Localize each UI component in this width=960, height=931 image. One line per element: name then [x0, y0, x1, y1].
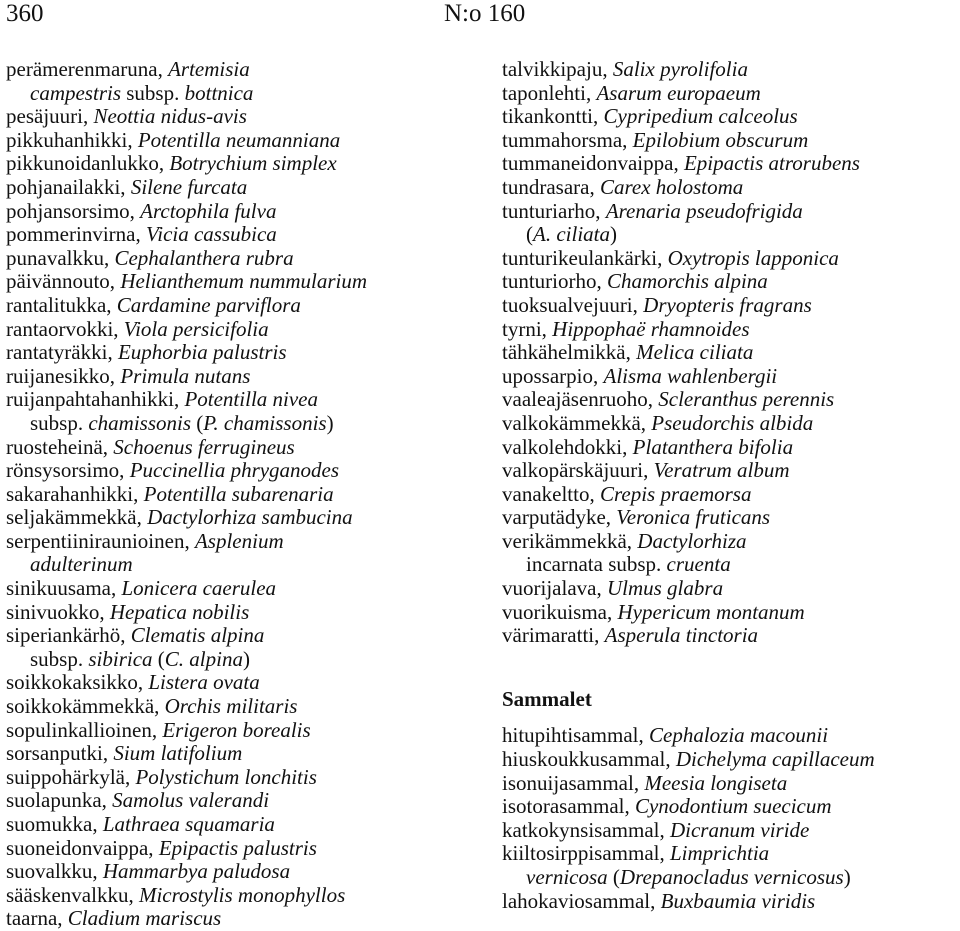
species-entry: talvikkipaju, Salix pyrolifolia: [502, 57, 748, 81]
species-entry: perämerenmaruna, Artemisia: [6, 57, 250, 81]
species-entry: subsp. sibirica (C. alpina): [30, 646, 250, 671]
species-entry: tunturikeulankärki, Oxytropis lapponica: [502, 245, 839, 270]
species-entry: tähkähelmikkä, Melica ciliata: [502, 340, 754, 365]
species-entry: serpentiiniraunioinen, Asplenium: [6, 528, 284, 553]
species-entry: pohjansorsimo, Arctophila fulva: [6, 198, 277, 223]
species-entry: campestris subsp. bottnica: [30, 80, 254, 105]
species-entry: upossarpio, Alisma wahlenbergii: [502, 363, 778, 388]
species-entry: vernicosa (Drepanocladus vernicosus): [526, 865, 851, 889]
species-entry: soikkokaksikko, Listera ovata: [6, 670, 260, 695]
species-entry: sakarahanhikki, Potentilla subarenaria: [6, 481, 334, 506]
section-heading: Sammalet: [502, 686, 592, 711]
species-entry: sopulinkallioinen, Erigeron borealis: [6, 717, 311, 742]
species-entry: siperiankärhö, Clematis alpina: [6, 623, 265, 648]
species-entry: tunturiarho, Arenaria pseudofrigida: [502, 198, 803, 223]
species-entry: rantatyräkki, Euphorbia palustris: [6, 340, 287, 365]
species-entry: suippohärkylä, Polystichum lonchitis: [6, 764, 317, 789]
issue-number: N:o 160: [444, 0, 526, 27]
species-entry: sääskenvalkku, Microstylis monophyllos: [6, 882, 346, 907]
species-entry: päivännouto, Helianthemum nummularium: [6, 269, 368, 294]
species-entry: sorsanputki, Sium latifolium: [6, 741, 243, 766]
species-entry: tummahorsma, Epilobium obscurum: [502, 127, 809, 152]
species-entry: sinivuokko, Hepatica nobilis: [6, 599, 250, 624]
species-entry: sinikuusama, Lonicera caerulea: [6, 576, 277, 601]
species-entry: incarnata subsp. cruenta: [526, 552, 731, 577]
species-entry: (A. ciliata): [526, 222, 617, 247]
species-entry: ruosteheinä, Schoenus ferrugineus: [6, 434, 295, 459]
species-entry: tummaneidonvaippa, Epipactis atrorubens: [502, 151, 860, 176]
species-entry: katkokynsisammal, Dicranum viride: [502, 817, 810, 842]
species-list-left-column: [6, 58, 476, 931]
species-entry: pikkunoidanlukko, Botrychium simplex: [6, 151, 337, 176]
species-entry: rantalitukka, Cardamine parviflora: [6, 292, 301, 317]
species-entry: tyrni, Hippophaë rhamnoides: [502, 316, 750, 341]
species-entry: hitupihtisammal, Cephalozia macounii: [502, 723, 829, 748]
species-entry: seljakämmekkä, Dactylorhiza sambucina: [6, 505, 353, 530]
species-entry: tikankontti, Cypripedium calceolus: [502, 104, 798, 129]
species-entry: varputädyke, Veronica fruticans: [502, 505, 771, 530]
species-entry: vanakeltto, Crepis praemorsa: [502, 481, 752, 506]
species-entry: valkopärskäjuuri, Veratrum album: [502, 458, 790, 483]
species-entry: valkolehdokki, Platanthera bifolia: [502, 434, 794, 459]
species-entry: lahokaviosammal, Buxbaumia viridis: [502, 888, 816, 913]
species-entry: taarna, Cladium mariscus: [6, 906, 222, 931]
species-entry: rönsysorsimo, Puccinellia phryganodes: [6, 458, 340, 483]
species-entry: suoneidonvaippa, Epipactis palustris: [6, 835, 317, 860]
species-entry: suovalkku, Hammarbya paludosa: [6, 859, 291, 884]
species-entry: valkokämmekkä, Pseudorchis albida: [502, 410, 814, 435]
species-entry: ruijanpahtahanhikki, Potentilla nivea: [6, 387, 318, 412]
species-entry: hiuskoukkusammal, Dichelyma capillaceum: [502, 747, 875, 772]
species-entry: kiiltosirppisammal, Limprichtia: [502, 841, 770, 866]
species-entry: soikkokämmekkä, Orchis militaris: [6, 694, 298, 719]
species-entry: isonuijasammal, Meesia longiseta: [502, 770, 788, 795]
species-entry: värimaratti, Asperula tinctoria: [502, 623, 759, 648]
species-entry: taponlehti, Asarum europaeum: [502, 80, 761, 105]
species-entry: vuorikuisma, Hypericum montanum: [502, 599, 805, 624]
species-entry: vuorijalava, Ulmus glabra: [502, 576, 724, 601]
species-entry: punavalkku, Cephalanthera rubra: [6, 245, 294, 270]
species-entry: tundrasara, Carex holostoma: [502, 174, 744, 199]
species-entry: verikämmekkä, Dactylorhiza: [502, 528, 747, 553]
species-entry: suomukka, Lathraea squamaria: [6, 812, 275, 836]
species-entry: rantaorvokki, Viola persicifolia: [6, 316, 269, 341]
page-number: 360: [6, 0, 44, 27]
page-header: [0, 0, 960, 40]
species-entry: isotorasammal, Cynodontium suecicum: [502, 794, 832, 819]
species-entry: ruijanesikko, Primula nutans: [6, 363, 251, 388]
species-entry: tuoksualvejuuri, Dryopteris fragrans: [502, 292, 812, 317]
species-entry: vaaleajäsenruoho, Scleranthus perennis: [502, 387, 835, 412]
species-entry: pikkuhanhikki, Potentilla neumanniana: [6, 127, 341, 152]
species-entry: adulterinum: [30, 552, 133, 577]
species-entry: tunturiorho, Chamorchis alpina: [502, 269, 768, 294]
species-list-right-column: [502, 58, 957, 913]
species-entry: subsp. chamissonis (P. chamissonis): [30, 410, 334, 435]
species-entry: pesäjuuri, Neottia nidus-avis: [6, 104, 247, 129]
species-entry: pommerinvirna, Vicia cassubica: [6, 222, 277, 247]
species-entry: suolapunka, Samolus valerandi: [6, 788, 270, 813]
species-entry: pohjanailakki, Silene furcata: [6, 174, 248, 199]
